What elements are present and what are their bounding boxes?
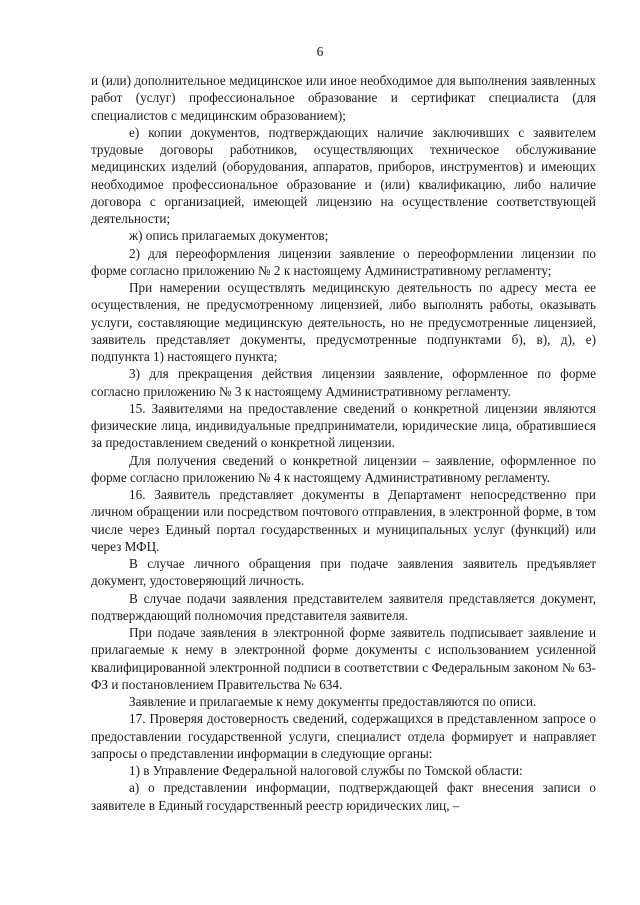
paragraph-tax-service: 1) в Управление Федеральной налоговой службы по Томской области:	[129, 763, 523, 778]
paragraph-electronic-form: При подаче заявления в электронной форме заявитель подписывает заявление и прилагаемые к нему в электронной форме документы с использованием усиленной квалифицированной электронной подписи в соответствии с Федеральным законом № 63-ФЗ и постановлением Правительства № 634.	[91, 625, 596, 692]
paragraph-item-3: 3) для прекращения действия лицензии заявление, оформленное по форме согласно приложению № 3 к настоящему Административному регламенту.	[91, 366, 596, 399]
paragraph-clause-17: 17. Проверяя достоверность сведений, содержащихся в представленном запросе о предоставлении государственной услуги, специалист отдела формирует и направляет запросы о представлении информации в следующие органы:	[91, 711, 596, 761]
paragraph-clause-16: 16. Заявитель представляет документы в Департамент непосредственно при личном обращении или посредством почтового отправления, в электронной форме, в том числе через Единый портал государственных и муниципальных услуг (функций) или через МФЦ.	[91, 487, 596, 554]
paragraph-item-e: е) копии документов, подтверждающих наличие заключивших с заявителем трудовые договоры работников, осуществляющих техническое обслуживание медицинских изделий (оборудования, аппаратов, приборов, инструментов) и имеющих необходимое профессиональное образование и (или) квалификацию, либо наличие договора с организацией, имеющей лицензию на осуществление соответствующей деятельности;	[91, 124, 596, 226]
paragraph-clause-15: 15. Заявителями на предоставление сведений о конкретной лицензии являются физические лица, индивидуальные предприниматели, юридические лица, обратившиеся за предоставлением сведений о конкретной лицензии.	[91, 400, 596, 451]
document-body	[91, 72, 596, 814]
paragraph-item-a: а) о представлении информации, подтверждающей факт внесения записи о заявителе в Единый государственный реестр юридических лиц, –	[91, 780, 596, 813]
paragraph-inventory: Заявление и прилагаемые к нему документы предоставляются по описи.	[129, 694, 537, 709]
paragraph-continuation: и (или) дополнительное медицинское или иное необходимое для выполнения заявленных работ (услуг) профессиональное образование и сертификат специалиста (для специалистов с медицинским образованием);	[91, 73, 596, 123]
paragraph-license-info: Для получения сведений о конкретной лицензии – заявление, оформленное по форме согласно приложению № 4 к настоящему Административному регламенту.	[91, 452, 596, 485]
paragraph-item-2: 2) для переоформления лицензии заявление о переоформлении лицензии по форме согласно приложению № 2 к настоящему Административному регламенту;	[91, 245, 596, 278]
page-number: 6	[316, 44, 324, 59]
paragraph-personal-visit: В случае личного обращения при подаче заявления заявитель предъявляет документ, удостоверяющий личность.	[91, 556, 596, 589]
paragraph-representative: В случае подачи заявления представителем заявителя представляется документ, подтверждающий полномочия представителя заявителя.	[91, 590, 596, 623]
paragraph-address-change: При намерении осуществлять медицинскую деятельность по адресу места ее осуществления, не предусмотренному лицензией, либо выполнять работы, оказывать услуги, составляющие медицинскую деятельность, но не предусмотренные лицензией, заявитель представляет документы, предусмотренные подпунктами б), в), д), е) подпункта 1) настоящего пункта;	[91, 280, 596, 364]
paragraph-item-zh: ж) опись прилагаемых документов;	[129, 228, 329, 244]
